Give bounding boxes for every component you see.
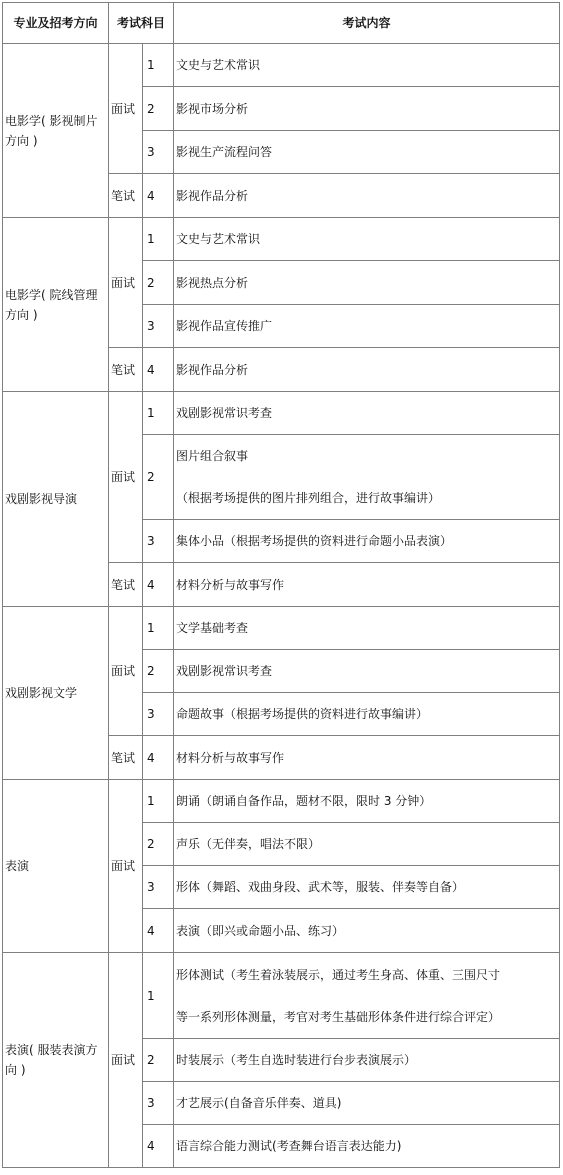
item-number: 2: [143, 87, 174, 131]
header-major: 专业及招考方向: [3, 3, 109, 44]
content-line: 影视作品分析: [176, 188, 249, 203]
exam-method-cell: 面试: [109, 953, 143, 1168]
content-line: 才艺展示(自备音乐伴奏、道具): [176, 1096, 342, 1110]
item-number: 3: [143, 866, 174, 909]
exam-content-cell: [174, 823, 560, 866]
item-number: 1: [143, 44, 174, 87]
header-content: 考试内容: [174, 3, 560, 44]
major-line: 表演( 服装表演方: [5, 1043, 98, 1057]
item-number: 3: [143, 693, 174, 736]
table-row: [3, 607, 560, 650]
exam-content-cell: [174, 736, 560, 780]
item-number: 4: [143, 348, 174, 392]
table-row: [3, 953, 560, 1039]
table-body: [3, 44, 560, 1168]
header-subject: 考试科目: [109, 3, 174, 44]
table-row: [3, 392, 560, 435]
content-line: 文史与艺术常识: [176, 232, 261, 246]
major-line: 表演: [5, 859, 30, 873]
item-number: 1: [143, 218, 174, 261]
major-cell: [3, 44, 109, 218]
content-line: 图片组合叙事: [176, 449, 249, 463]
content-line: 等一系列形体测量，考官对考生基础形体条件进行综合评定）: [176, 1009, 501, 1024]
content-line: 形体测试（考生着泳装展示，通过考生身高、体重、三围尺寸: [176, 967, 501, 982]
major-line: 戏剧影视文学: [5, 686, 78, 700]
content-line: 集体小品（根据考场提供的资料进行命题小品表演）: [176, 534, 453, 548]
exam-content-cell: [174, 87, 560, 131]
exam-content-cell: [174, 131, 560, 174]
content-line: 影视市场分析: [176, 101, 249, 116]
exam-content-cell: [174, 693, 560, 736]
major-cell: [3, 607, 109, 780]
exam-method-cell: 笔试: [109, 348, 143, 392]
content-line: 命题故事（根据考场提供的资料进行故事编讲）: [176, 707, 429, 721]
item-number: 4: [143, 174, 174, 218]
exam-method-cell: 面试: [109, 392, 143, 563]
item-number: 1: [143, 607, 174, 650]
major-cell: [3, 953, 109, 1168]
major-line: 电影学( 影视制片: [5, 113, 98, 128]
exam-method-cell: 面试: [109, 607, 143, 736]
content-line: 影视作品宣传推广: [176, 319, 273, 333]
exam-method-cell: 笔试: [109, 736, 143, 780]
exam-method-cell: 笔试: [109, 563, 143, 607]
exam-method-cell: 面试: [109, 44, 143, 174]
exam-content-cell: [174, 218, 560, 261]
exam-content-cell: [174, 44, 560, 87]
item-number: 2: [143, 823, 174, 866]
major-cell: [3, 218, 109, 392]
major-line: 电影学( 院线管理: [5, 287, 98, 302]
exam-content-cell: [174, 1082, 560, 1125]
major-line: 方向 ): [5, 307, 38, 322]
item-number: 2: [143, 261, 174, 305]
table-row: [3, 218, 560, 261]
major-cell: [3, 780, 109, 953]
content-line: 影视作品分析: [176, 362, 249, 377]
item-number: 3: [143, 520, 174, 563]
item-number: 2: [143, 650, 174, 693]
item-number: 1: [143, 953, 174, 1039]
content-line: 表演（即兴或命题小品、练习）: [176, 923, 345, 938]
exam-method-cell: 面试: [109, 780, 143, 953]
exam-content-cell: [174, 953, 560, 1039]
content-line: （根据考场提供的图片排列组合，进行故事编讲）: [176, 491, 441, 505]
exam-method-cell: 面试: [109, 218, 143, 348]
exam-content-cell: [174, 435, 560, 520]
item-number: 4: [143, 563, 174, 607]
exam-content-cell: [174, 392, 560, 435]
item-number: 2: [143, 1039, 174, 1082]
exam-content-cell: [174, 261, 560, 305]
exam-method-cell: 笔试: [109, 174, 143, 218]
exam-content-cell: [174, 1125, 560, 1168]
header-row: [3, 3, 560, 44]
exam-content-cell: [174, 348, 560, 392]
content-line: 语言综合能力测试(考查舞台语言表达能力): [176, 1139, 402, 1153]
major-line: 向 ): [5, 1063, 26, 1077]
content-line: 戏剧影视常识考查: [176, 406, 273, 420]
content-line: 文学基础考查: [176, 621, 249, 635]
content-line: 材料分析与故事写作: [176, 750, 285, 765]
exam-content-cell: [174, 607, 560, 650]
item-number: 1: [143, 780, 174, 823]
item-number: 3: [143, 305, 174, 348]
major-line: 戏剧影视导演: [5, 492, 78, 506]
content-line: 戏剧影视常识考查: [176, 664, 273, 678]
exam-content-cell: [174, 650, 560, 693]
major-cell: [3, 392, 109, 607]
exam-content-cell: [174, 1039, 560, 1082]
content-line: 声乐（无伴奏，唱法不限）: [176, 837, 321, 851]
item-number: 4: [143, 909, 174, 953]
content-line: 影视生产流程问答: [176, 145, 273, 159]
content-line: 影视热点分析: [176, 275, 249, 290]
item-number: 4: [143, 736, 174, 780]
exam-content-cell: [174, 780, 560, 823]
exam-content-cell: [174, 866, 560, 909]
item-number: 2: [143, 435, 174, 520]
exam-content-cell: [174, 520, 560, 563]
exam-table: [2, 2, 560, 1168]
exam-content-cell: [174, 305, 560, 348]
exam-content-cell: [174, 174, 560, 218]
content-line: 文史与艺术常识: [176, 58, 261, 72]
content-line: 朗诵（朗诵自备作品，题材不限，限时 3 分钟）: [176, 794, 432, 808]
item-number: 1: [143, 392, 174, 435]
item-number: 3: [143, 131, 174, 174]
item-number: 3: [143, 1082, 174, 1125]
major-line: 方向 ): [5, 133, 38, 148]
item-number: 4: [143, 1125, 174, 1168]
exam-content-cell: [174, 563, 560, 607]
table-row: [3, 44, 560, 87]
content-line: 时装展示（考生自选时装进行台步表演展示）: [176, 1053, 417, 1067]
content-line: 材料分析与故事写作: [176, 577, 285, 592]
exam-content-cell: [174, 909, 560, 953]
table-row: [3, 780, 560, 823]
content-line: 形体（舞蹈、戏曲身段、武术等，服装、伴奏等自备）: [176, 880, 465, 894]
